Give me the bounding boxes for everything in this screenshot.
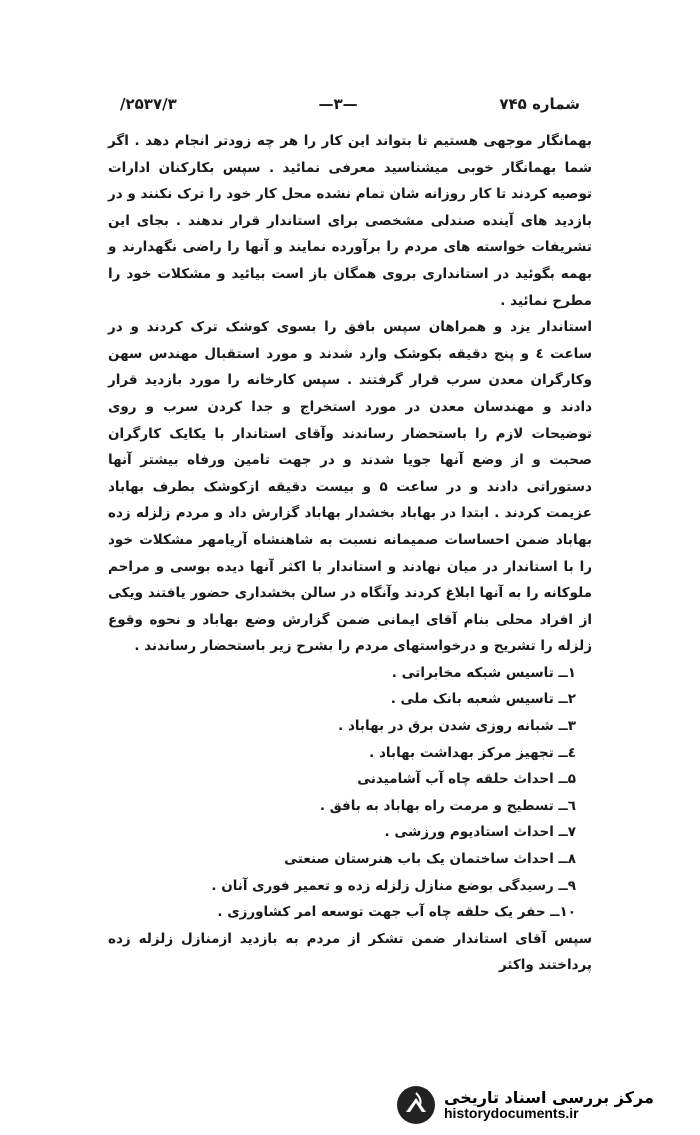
list-item: ۹ــ رسیدگی بوضع منازل زلزله زده و تعمیر فوری آنان . xyxy=(211,877,576,894)
list-item: ۲ــ تاسیس شعبه بانک ملی . xyxy=(390,691,576,708)
list-item: ۵ــ احداث حلقه چاه آب آشامیدنی xyxy=(357,771,576,788)
paragraph-1: بهمانگار موجهی هستیم تا بتواند این کار را هر چه زودتر انجام دهد . اگر شما بهمانگار خوبی میشناسید معرفی نمائید . سپس بکارکنان ادارات توصیه کردند تا کار روزانه شان تمام نشده محل کار خود را ترک نکنند و در بازدید های آینده صندلی مشخصی برای استاندار قرار ندهند . بجای این تشریفات خواسته های مردم را برآورده نمایند و آنها را راضی نگهدارند و بهمه بگوئید در استانداری بروی همگان باز است بیائید و مشکلات خود را مطرح نمائید . xyxy=(108,133,592,309)
list-item: ۸ــ احداث ساختمان یک باب هنرستان صنعتی xyxy=(284,851,576,868)
book-quill-logo-icon xyxy=(396,1085,436,1125)
list-item: ۱ــ تاسیس شبکه مخابراتی . xyxy=(391,664,576,681)
watermark-text xyxy=(444,1089,654,1122)
watermark xyxy=(396,1081,686,1129)
page-header xyxy=(120,92,580,116)
paragraph-2: استاندار یزد و همراهان سپس بافق را بسوی کوشک ترک کردند و در ساعت ٤ و پنج دقیقه بکوشک وارد شدند و مورد استقبال مهندس سهن وکارگران معدن سرب قرار گرفتند . سپس کارخانه را مورد بازدید قرار دادند و مهندسان معدن در مورد استخراج و جدا کردن سرب و روی توضیحات لازم را باستحضار رساندند وآقای استاندار با یکایک کارگران صحبت و از وضع آنها جویا شدند و در جهت تامین ورفاه بیشتر آنها دستوراتی دادند و در ساعت ۵ و بیست دقیقه ازکوشک بطرف بهاباد عزیمت کردند . ابتدا در بهاباد بخشدار بهاباد گزارش داد و مردم زلزله زده بهاباد ضمن احساسات صمیمانه نسبت به شاهنشاه آریامهر مشکلات خود را با استاندار در میان نهادند و استاندار با اکثر آنها دیده بوسی و مراحم ملوکانه را به آنها ابلاغ کردند وآنگاه در سالن بخشداری حضور یافتند ویکی از افراد محلی بنام آقای ایمانی ضمن گزارش وضع بهاباد و نحوه وقوع زلزله را تشریح و درخواستهای مردم را بشرح زیر باستحضار رساندند . xyxy=(108,319,593,655)
list-item: ٤ــ تجهیز مرکز بهداشت بهاباد . xyxy=(369,744,576,761)
document-body xyxy=(108,128,592,979)
list-item: ۳ــ شبانه روزی شدن برق در بهاباد . xyxy=(338,718,576,735)
list-item: ۷ــ احداث استادیوم ورزشی . xyxy=(384,824,576,841)
document-date: ۲۵۳۷/۳/ xyxy=(120,95,177,113)
watermark-title: مرکز بررسی اسناد تاریخی xyxy=(444,1087,654,1107)
list-item: ۱۰ــ حفر یک حلقه چاه آب جهت توسعه امر کشاورزی . xyxy=(217,904,576,921)
closing-line: سپس آقای استاندار ضمن تشکر از مردم به بازدید ازمنازل زلزله زده پرداختند واکثر xyxy=(108,930,592,974)
document-number: شماره ۷۴۵ xyxy=(499,95,580,113)
page-number: —۳— xyxy=(318,95,358,113)
watermark-url: historydocuments.ir xyxy=(444,1105,579,1122)
requests-list xyxy=(108,660,592,926)
list-item: ٦ــ تسطیح و مرمت راه بهاباد به بافق . xyxy=(319,797,576,814)
